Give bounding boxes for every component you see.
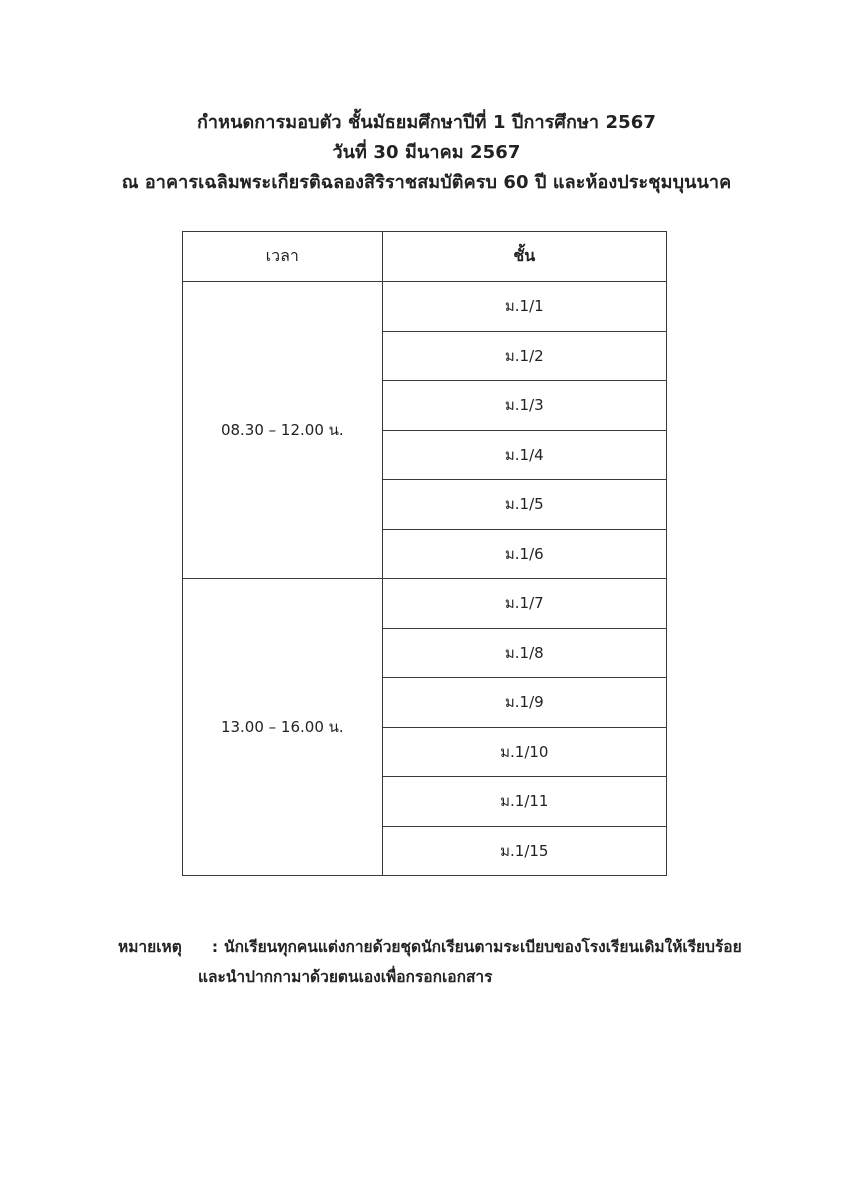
class-cell: ม.1/1 (382, 282, 666, 332)
table-row (183, 282, 667, 332)
schedule-table (182, 231, 667, 876)
header-location: ณ อาคารเฉลิมพระเกียรติฉลองสิริราชสมบัติครบ 60 ปี และห้องประชุมบุนนาค (121, 172, 732, 193)
note-separator: : (211, 938, 219, 956)
note-line-1: นักเรียนทุกคนแต่งกายด้วยชุดนักเรียนตามระเบียบของโรงเรียนเดิมให้เรียบร้อย (224, 938, 742, 956)
table-row (183, 579, 667, 629)
table-header-row (183, 232, 667, 282)
class-cell: ม.1/7 (382, 579, 666, 629)
class-column-header: ชั้น (382, 232, 666, 282)
class-cell: ม.1/8 (382, 628, 666, 678)
time-slot-morning: 08.30 – 12.00 น. (183, 282, 383, 579)
class-cell: ม.1/10 (382, 727, 666, 777)
class-cell: ม.1/3 (382, 381, 666, 431)
class-cell: ม.1/9 (382, 678, 666, 728)
class-cell: ม.1/2 (382, 331, 666, 381)
class-cell: ม.1/6 (382, 529, 666, 579)
time-column-header: เวลา (183, 232, 383, 282)
class-cell: ม.1/15 (382, 826, 666, 876)
class-cell: ม.1/4 (382, 430, 666, 480)
time-slot-afternoon: 13.00 – 16.00 น. (183, 579, 383, 876)
document-header (0, 108, 853, 198)
class-cell: ม.1/11 (382, 777, 666, 827)
header-date: วันที่ 30 มีนาคม 2567 (332, 142, 521, 163)
note-line-2: และนำปากกามาด้วยตนเองเพื่อกรอกเอกสาร (198, 968, 493, 986)
note-label: หมายเหตุ (118, 938, 182, 956)
header-title: กำหนดการมอบตัว ชั้นมัธยมศึกษาปีที่ 1 ปีการศึกษา 2567 (197, 112, 656, 133)
note-section (118, 932, 818, 992)
class-cell: ม.1/5 (382, 480, 666, 530)
